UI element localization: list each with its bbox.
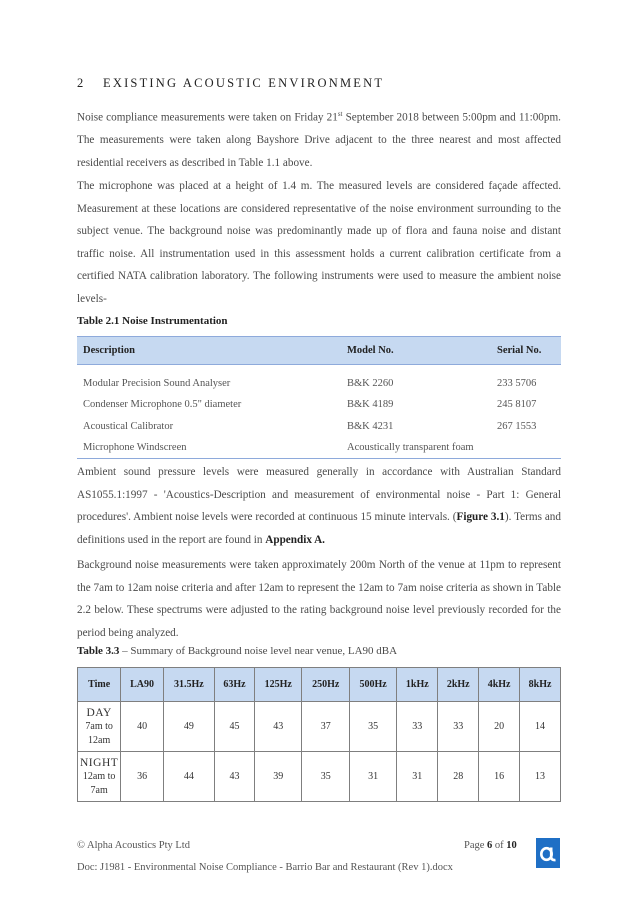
table-cell: B&K 2260 [347,377,394,389]
column-header: Description [77,337,341,365]
table-cell: 28 [438,752,479,802]
time-cell [78,752,121,802]
column-header: 250Hz [302,668,349,702]
table-cell: Acoustically transparent foam [341,437,561,459]
table-cell: 43 [255,702,302,752]
caption-text: – Summary of Background noise level near venue, LA90 dBA [119,645,398,657]
paragraph-background: Background noise measurements were taken approximately 200m North of the venue at 11pm to represent the 7am to 12am noise criteria and after 12am to represent the 12am to 7am noise criteria as shown in Table 2.2 below. These spectrums were adjusted to the rating background noise level previously recorded for the period being analyzed. [77,559,561,639]
paragraph-microphone: The microphone was placed at a height of 1.4 m. The measured levels are considered façade affected. Measurement at these locations are considered representative of the noise environment surrounding to the subject venue. The background noise was predominantly made up of flora and fauna noise and distant traffic noise. All instrumentation used in this assessment holds a current calibration certificate from a certified NATA calibration laboratory. The following instruments were used to measure the ambient noise levels- [77,180,561,305]
table-cell: 33 [397,702,438,752]
table-cell: 35 [349,702,396,752]
table-header-row [77,337,561,365]
table-header-row [78,668,561,702]
column-header: 63Hz [214,668,254,702]
table-cell: 20 [479,702,520,752]
table-cell: Acoustical Calibrator [83,420,174,432]
paragraph-measurements [77,103,561,174]
table-row [77,373,561,395]
table-cell: 49 [163,702,214,752]
column-header: 31.5Hz [163,668,214,702]
table-cell: 35 [302,752,349,802]
column-header: Time [78,668,121,702]
footer-company: © Alpha Acoustics Pty Ltd [77,840,190,851]
spacer-cell [77,365,561,373]
table-cell: 233 5706 [497,377,537,389]
caption-label: Table 3.3 [77,645,120,657]
alpha-logo-icon [536,838,560,868]
background-noise-table [77,667,561,802]
paragraph-text: Ambient sound pressure levels were measured generally in accordance with Australian Standard AS1055.1:1997 - 'Acoustics-Description and measurement of environmental noise - Part 1: General procedures'. Ambient noise levels were recorded at continuous 15 minute intervals. ( [77,466,561,523]
table-cell: Condenser Microphone 0.5" diameter [83,399,242,411]
table-cell: 14 [520,702,561,752]
total-pages: 10 [506,840,517,851]
table-cell: 39 [255,752,302,802]
current-page: 6 [487,840,493,851]
table-cell: Modular Precision Sound Analyser [83,377,231,389]
table-cell: 31 [349,752,396,802]
table-row [78,752,561,802]
table-cell: 31 [397,752,438,802]
column-header: 1kHz [397,668,438,702]
table-cell: 36 [121,752,164,802]
table-row [77,437,561,459]
column-header: 8kHz [520,668,561,702]
table-cell: B&K 4231 [347,420,394,432]
time-cell [78,702,121,752]
table-cell: 45 [214,702,254,752]
column-header: 500Hz [349,668,396,702]
table-cell: 37 [302,702,349,752]
table-row [77,394,561,416]
table-cell: 33 [438,702,479,752]
column-header: 4kHz [479,668,520,702]
table-cell: 44 [163,752,214,802]
superscript: st [337,110,343,118]
paragraph-text: ). Terms and definitions used in the report are found in [77,511,561,546]
table-cell: B&K 4189 [347,399,394,411]
period-name: NIGHT [80,756,119,769]
table-cell: 245 8107 [497,399,537,411]
column-header: Serial No. [491,337,561,365]
figure-reference: Figure 3.1 [456,511,505,523]
table-cell: 16 [479,752,520,802]
appendix-reference: Appendix A. [265,533,325,546]
table-cell: Microphone Windscreen [77,437,341,459]
table-row [77,416,561,438]
column-header: 2kHz [438,668,479,702]
period-range: 12am to 7am [82,770,116,796]
section-title: EXISTING ACOUSTIC ENVIRONMENT [103,76,385,90]
table-cell: 43 [214,752,254,802]
section-heading [77,76,384,91]
footer-document: Doc: J1981 - Environmental Noise Compliance - Barrio Bar and Restaurant (Rev 1).docx [77,862,453,873]
table-row [78,702,561,752]
table-cell: 13 [520,752,561,802]
table1-caption: Table 2.1 Noise Instrumentation [77,315,228,327]
table2-caption [77,645,397,657]
table-cell: 40 [121,702,164,752]
paragraph-standard [77,461,561,551]
period-name: DAY [86,706,112,719]
section-number: 2 [77,76,86,90]
period-range: 7am to 12am [85,720,113,746]
paragraph-text: September 2018 between 5:00pm and 11:00pm. The measurements were taken along Bayshore Drive adjacent to the three nearest and most affected residential receivers as described in Table 1.1 above. [77,111,561,169]
page-label: Page [464,840,488,851]
instrumentation-table [77,336,561,459]
page-of: of [492,840,507,851]
column-header: LA90 [121,668,164,702]
table-cell: 267 1553 [497,420,537,432]
paragraph-text: Noise compliance measurements were taken on Friday 21 [77,111,338,124]
column-header: 125Hz [255,668,302,702]
page-number [464,840,517,851]
column-header: Model No. [341,337,491,365]
